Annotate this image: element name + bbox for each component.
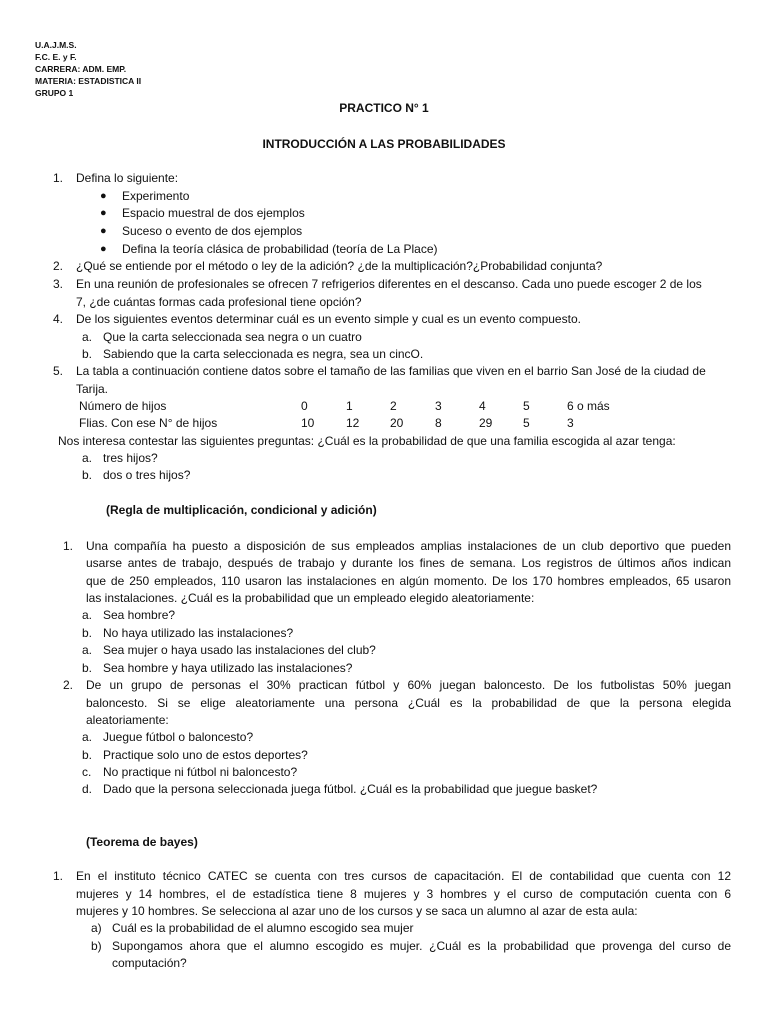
table-cell: 5 bbox=[523, 416, 530, 430]
item-label: b. bbox=[82, 626, 93, 640]
item-label: b) bbox=[91, 939, 102, 953]
question-number: 2. bbox=[63, 678, 74, 692]
section-heading: (Teorema de bayes) bbox=[86, 835, 198, 849]
question-text: Defina lo siguiente: bbox=[76, 171, 179, 185]
item-text: Cuál es la probabilidad de el alumno escogido sea mujer bbox=[112, 921, 414, 935]
table-cell: 3 bbox=[435, 399, 442, 413]
table-row-label: Número de hijos bbox=[79, 399, 167, 413]
question-text: Una compañía ha puesto a disposición de sus empleados amplias instalaciones de un club deportivo que pueden bbox=[86, 539, 731, 553]
item-text: computación? bbox=[112, 956, 187, 970]
page-title: PRACTICO N° 1 bbox=[339, 101, 429, 115]
item-label: a. bbox=[82, 643, 93, 657]
question-number: 4. bbox=[53, 312, 64, 326]
page-subtitle: INTRODUCCIÓN A LAS PROBABILIDADES bbox=[262, 137, 506, 151]
question-text: usarse antes de trabajo, después de trabajo y durante los fines de semana. Los registros de últimos años indican bbox=[86, 556, 731, 570]
question-text: De los siguientes eventos determinar cuál es un evento simple y cual es un evento compuesto. bbox=[76, 312, 581, 326]
university-line: U.A.J.M.S. bbox=[35, 40, 77, 50]
item-text: Sea mujer o haya usado las instalaciones del club? bbox=[103, 643, 376, 657]
item-label: b. bbox=[82, 468, 93, 482]
bullet-item: Espacio muestral de dos ejemplos bbox=[122, 206, 305, 220]
item-text: No haya utilizado las instalaciones? bbox=[103, 626, 294, 640]
question-text: mujeres y 10 hombres. Se selecciona al azar uno de los cursos y se saca un alumno al azar de esta aula: bbox=[76, 904, 638, 918]
table-cell: 5 bbox=[523, 399, 530, 413]
question-text: aleatoriamente: bbox=[86, 713, 169, 727]
item-text: Sea hombre y haya utilizado las instalaciones? bbox=[103, 661, 353, 675]
question-number: 3. bbox=[53, 277, 64, 291]
bullet-item: Defina la teoría clásica de probabilidad (teoría de La Place) bbox=[122, 242, 438, 256]
bullet-icon: ● bbox=[100, 207, 107, 219]
table-cell: 8 bbox=[435, 416, 442, 430]
bullet-icon: ● bbox=[100, 243, 107, 255]
item-text: Practique solo uno de estos deportes? bbox=[103, 748, 308, 762]
item-label: a. bbox=[82, 730, 93, 744]
question-number: 1. bbox=[63, 539, 74, 553]
item-text: Que la carta seleccionada sea negra o un cuatro bbox=[103, 330, 362, 344]
item-text: Juegue fútbol o baloncesto? bbox=[103, 730, 254, 744]
table-cell: 0 bbox=[301, 399, 308, 413]
question-text: De un grupo de personas el 30% practican fútbol y 60% juegan baloncesto. De los futbolistas 50% juegan bbox=[86, 678, 731, 692]
bullet-icon: ● bbox=[100, 190, 107, 202]
question-number: 5. bbox=[53, 364, 64, 378]
table-cell: 1 bbox=[346, 399, 353, 413]
question-text: En el instituto técnico CATEC se cuenta con tres cursos de capacitación. El de contabilidad que cuenta con 12 bbox=[76, 869, 731, 883]
question-text: Nos interesa contestar las siguientes preguntas: ¿Cuál es la probabilidad de que una familia escogida al azar tenga: bbox=[58, 434, 676, 448]
item-text: No practique ni fútbol ni baloncesto? bbox=[103, 765, 298, 779]
table-cell: 29 bbox=[479, 416, 493, 430]
table-cell: 12 bbox=[346, 416, 360, 430]
question-text: 7, ¿de cuántas formas cada profesional tiene opción? bbox=[76, 295, 362, 309]
career-line: CARRERA: ADM. EMP. bbox=[35, 64, 127, 74]
item-label: b. bbox=[82, 661, 93, 675]
item-label: b. bbox=[82, 748, 93, 762]
item-label: a. bbox=[82, 451, 93, 465]
item-text: dos o tres hijos? bbox=[103, 468, 191, 482]
item-text: Sea hombre? bbox=[103, 608, 176, 622]
table-cell: 4 bbox=[479, 399, 486, 413]
subject-line: MATERIA: ESTADISTICA II bbox=[35, 76, 142, 86]
question-text: mujeres y 14 hombres, el de estadística tiene 8 mujeres y 3 hombres y el curso de computación cuenta con 6 bbox=[76, 887, 731, 901]
question-number: 1. bbox=[53, 869, 64, 883]
section-heading: (Regla de multiplicación, condicional y adición) bbox=[106, 503, 377, 517]
question-text: En una reunión de profesionales se ofrecen 7 refrigerios diferentes en el descanso. Cada uno puede escoger 2 de los bbox=[76, 277, 702, 291]
question-text: que de 250 empleados, 110 usaron las instalaciones en algún momento. De los 170 hombres empleados, 65 usaron bbox=[86, 574, 731, 588]
item-label: a. bbox=[82, 330, 93, 344]
bullet-icon: ● bbox=[100, 225, 107, 237]
question-text: La tabla a continuación contiene datos sobre el tamaño de las familias que viven en el barrio San José de la ciudad de bbox=[76, 364, 706, 378]
bullet-item: Suceso o evento de dos ejemplos bbox=[122, 224, 303, 238]
item-label: c. bbox=[82, 765, 92, 779]
question-number: 1. bbox=[53, 171, 64, 185]
table-cell: 20 bbox=[390, 416, 404, 430]
item-text: Dado que la persona seleccionada juega fútbol. ¿Cuál es la probabilidad que juegue basket? bbox=[103, 782, 598, 796]
question-number: 2. bbox=[53, 259, 64, 273]
question-text: ¿Qué se entiende por el método o ley de la adición? ¿de la multiplicación?¿Probabilidad conjunta? bbox=[76, 259, 603, 273]
question-text: baloncesto. Si se elige aleatoriamente una persona ¿Cuál es la probabilidad de que la persona elegida bbox=[86, 696, 731, 710]
item-label: a) bbox=[91, 921, 102, 935]
table-cell: 10 bbox=[301, 416, 315, 430]
question-text: las instalaciones. ¿Cuál es la probabilidad que un empleado elegido aleatoriamente: bbox=[86, 591, 535, 605]
table-cell: 3 bbox=[567, 416, 574, 430]
question-text: Tarija. bbox=[76, 382, 109, 396]
faculty-line: F.C. E. y F. bbox=[35, 52, 77, 62]
table-row-label: Flias. Con ese N° de hijos bbox=[79, 416, 218, 430]
item-label: d. bbox=[82, 782, 93, 796]
item-label: a. bbox=[82, 608, 93, 622]
item-text: Supongamos ahora que el alumno escogido es mujer. ¿Cuál es la probabilidad que provenga del curso de bbox=[112, 939, 731, 953]
table-cell: 6 o más bbox=[567, 399, 610, 413]
table-cell: 2 bbox=[390, 399, 397, 413]
item-label: b. bbox=[82, 347, 93, 361]
item-text: Sabiendo que la carta seleccionada es negra, sea un cincO. bbox=[103, 347, 424, 361]
bullet-item: Experimento bbox=[122, 189, 190, 203]
item-text: tres hijos? bbox=[103, 451, 158, 465]
group-line: GRUPO 1 bbox=[35, 88, 74, 98]
